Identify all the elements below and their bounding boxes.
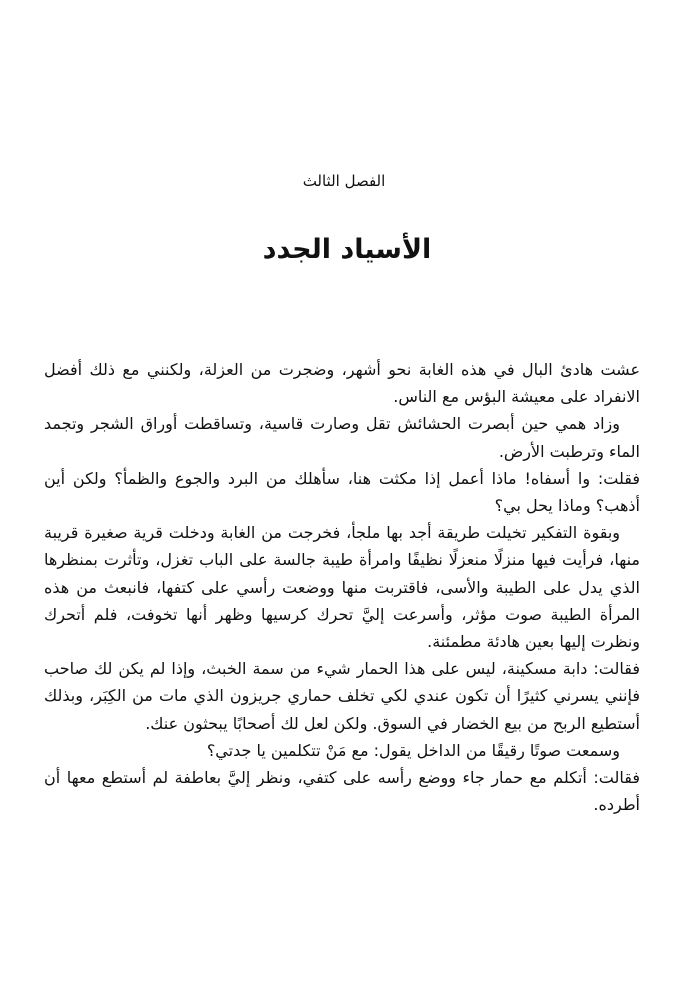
paragraph: فقالت: أتكلم مع حمار جاء ووضع رأسه على كتفي، ونظر إليَّ بعاطفة لم أستطع معها أن أطرده. bbox=[44, 768, 640, 815]
paragraph: وبقوة التفكير تخيلت طريقة أجد بها ملجأ، فخرجت من الغابة ودخلت قرية صغيرة قريبة منها، فرأيت فيها منزلًا منعزلًا نظيفًا وامرأة طيبة جالسة على الباب تغزل، وتأثرت بمنظرها الذي يدل على الطيبة والأسى، فاقتربت منها ووضعت رأسي على كتفها، فانبعث من هذه المرأة الطيبة صوت مؤثر، وأسرعت إليَّ تحرك كرسيها وظهر أنها تخوفت، فلم أتحرك ونظرت إليها بعين هادئة مطمئنة. bbox=[44, 523, 640, 652]
chapter-body bbox=[44, 356, 640, 818]
chapter-title: الأسياد الجدد bbox=[262, 234, 432, 265]
paragraph: عشت هادئ البال في هذه الغابة نحو أشهر، وضجرت من العزلة، ولكنني مع ذلك أفضل الانفراد على معيشة البؤس مع الناس. bbox=[44, 360, 640, 407]
chapter-label: الفصل الثالث bbox=[302, 172, 386, 190]
paragraph: فقالت: دابة مسكينة، ليس على هذا الحمار شيء من سمة الخبث، وإذا لم يكن لك صاحب فإنني يسرني كثيرًا أن تكون عندي لكي تخلف حماري جريزون الذي مات من الكِبَر، وبذلك أستطيع الربح من بيع الخضار في السوق. ولكن لعل لك أصحابًا يبحثون عنك. bbox=[44, 659, 640, 733]
paragraph: فقلت: وا أسفاه! ماذا أعمل إذا مكثت هنا، سأهلك من البرد والجوع والظمأ؟ ولكن أين أذهب؟ وماذا يحل بي؟ bbox=[44, 468, 640, 516]
paragraph: وزاد همي حين أبصرت الحشائش تقل وصارت قاسية، وتساقطت أوراق الشجر وتجمد الماء وترطبت الأرض. bbox=[44, 414, 640, 461]
paragraph: وسمعت صوتًا رقيقًا من الداخل يقول: مع مَنْ تتكلمين يا جدتي؟ bbox=[206, 740, 620, 760]
